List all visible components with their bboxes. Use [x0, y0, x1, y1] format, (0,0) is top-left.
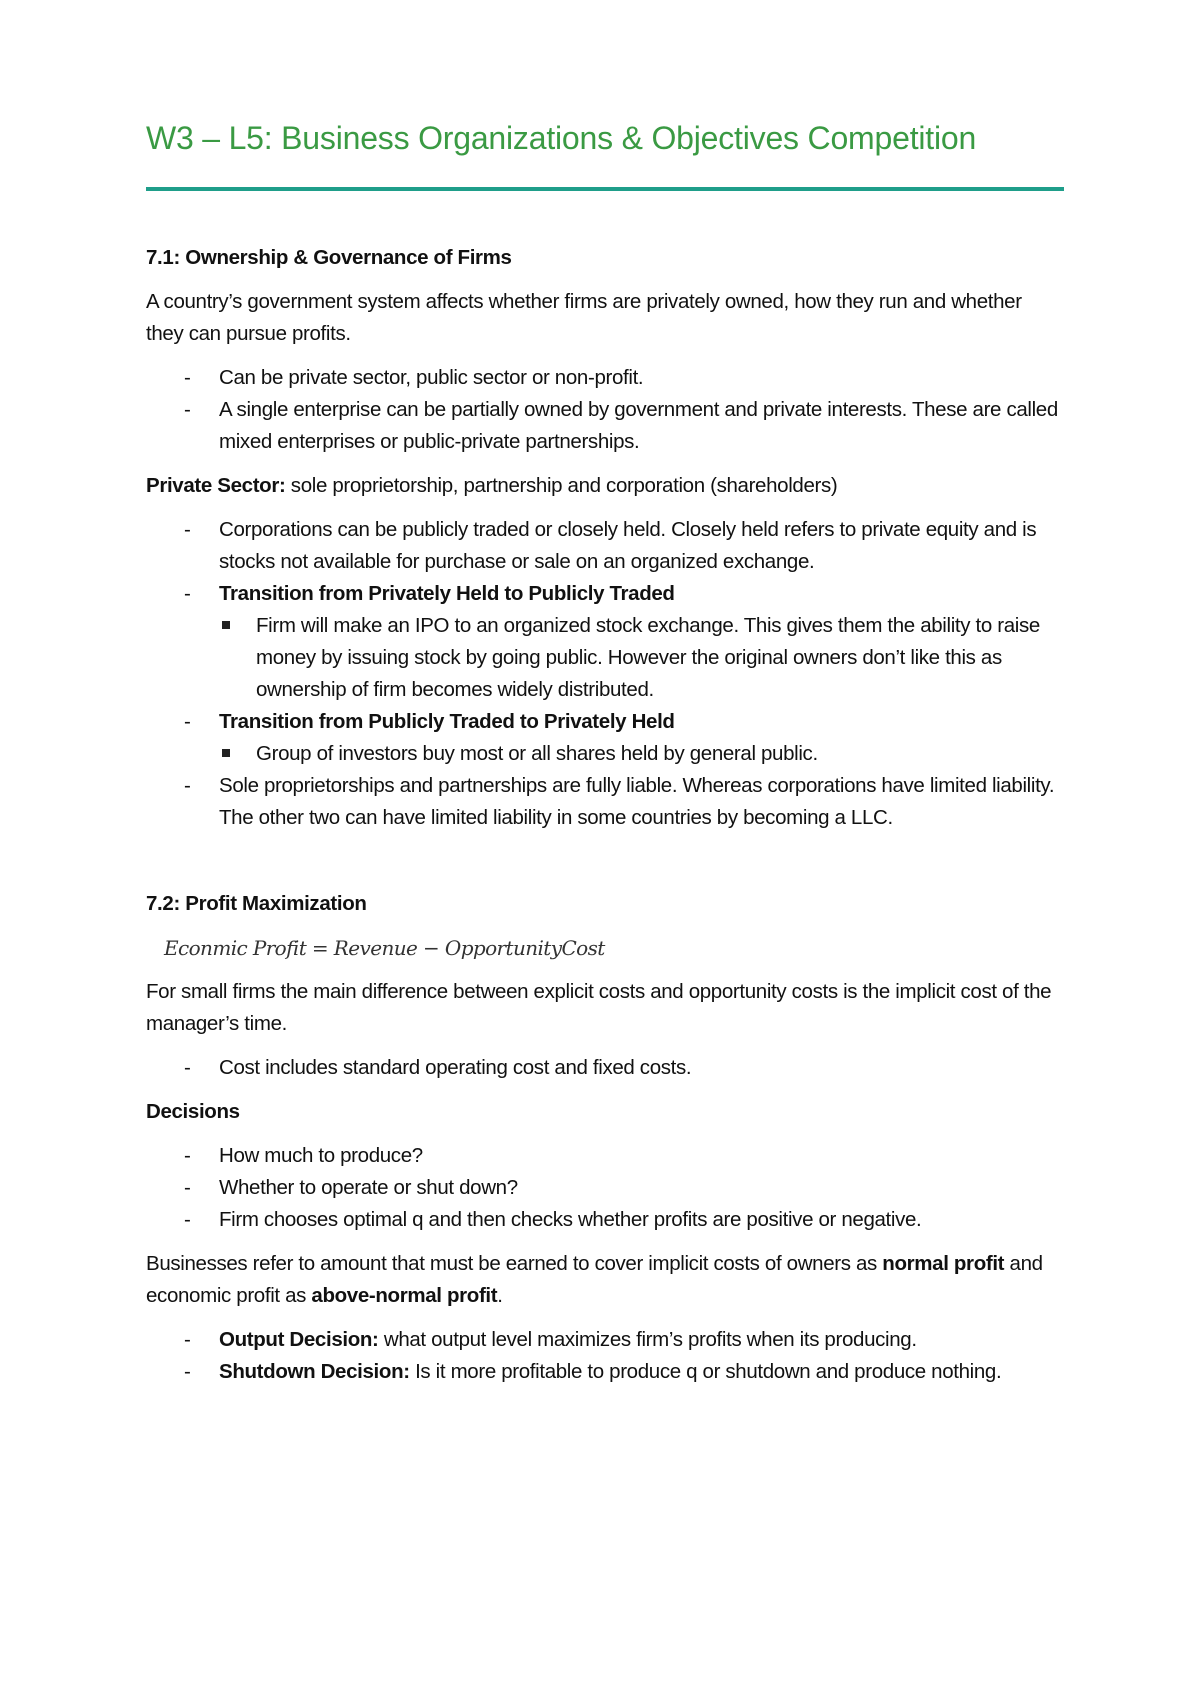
document-title: W3 – L5: Business Organizations & Objectives Competition — [146, 120, 977, 156]
section-7-2-paragraph: For small firms the main difference between explicit costs and opportunity costs is the implicit cost of the manager’s time. — [146, 980, 1052, 1035]
dash-marker: - — [184, 366, 191, 389]
private-sector-label: Private Sector: — [146, 474, 286, 497]
private-sector-paragraph — [146, 470, 1064, 502]
list-item: - Shutdown Decision: Is it more profitable to produce q or shutdown and produce nothing. — [146, 1356, 1064, 1388]
section-spacer — [146, 846, 1064, 888]
cost-list — [146, 1052, 1064, 1084]
list-item: - Cost includes standard operating cost and fixed costs. — [146, 1052, 1064, 1084]
list-item: - Can be private sector, public sector or non-profit. — [146, 362, 1064, 394]
dash-marker: - — [184, 774, 191, 797]
transition-heading: Transition from Privately Held to Publicly Traded — [219, 582, 675, 605]
sub-list — [219, 610, 1064, 706]
dash-marker: - — [184, 398, 191, 421]
shutdown-decision-label: Shutdown Decision: — [219, 1360, 410, 1383]
output-decision-label: Output Decision: — [219, 1328, 379, 1351]
dash-marker: - — [184, 1360, 191, 1383]
normal-profit-term: normal profit — [882, 1252, 1005, 1275]
list-item — [146, 706, 1064, 770]
dash-marker: - — [184, 1328, 191, 1351]
document-body — [146, 242, 1064, 1400]
square-bullet-icon — [222, 749, 230, 757]
list-item: - Output Decision: what output level maximizes firm’s profits when its producing. — [146, 1324, 1064, 1356]
list-item: - Sole proprietorships and partnerships are fully liable. Whereas corporations have limited liability. The other two can have limited liability in some countries by becoming a LLC. — [146, 770, 1064, 834]
normal-profit-paragraph: Businesses refer to amount that must be earned to cover implicit costs of owners as normal profit and economic profit as above-normal profit. — [146, 1252, 1043, 1307]
sub-list — [219, 738, 1064, 770]
private-sector-text: sole proprietorship, partnership and corporation (shareholders) — [285, 474, 838, 497]
list-item — [146, 578, 1064, 706]
above-normal-profit-term: above-normal profit — [311, 1284, 498, 1307]
decisions-heading: Decisions — [146, 1100, 240, 1123]
dash-marker: - — [184, 1176, 191, 1199]
section-heading-7-2: 7.2: Profit Maximization — [146, 892, 367, 915]
profit-formula: Econmic Profit = Revenue − OpportunityCost — [164, 936, 605, 960]
dash-marker: - — [184, 1144, 191, 1167]
list-item: - Whether to operate or shut down? — [146, 1172, 1064, 1204]
list-item: - How much to produce? — [146, 1140, 1064, 1172]
transition-heading: Transition from Publicly Traded to Privately Held — [219, 710, 675, 733]
section-heading-7-1: 7.1: Ownership & Governance of Firms — [146, 246, 512, 269]
list-item: - Firm chooses optimal q and then checks whether profits are positive or negative. — [146, 1204, 1064, 1236]
dash-marker: - — [184, 582, 191, 605]
decisions-list — [146, 1140, 1064, 1236]
list-item: - Corporations can be publicly traded or closely held. Closely held refers to private equity and is stocks not available for purchase or sale on an organized exchange. — [146, 514, 1064, 578]
dash-marker: - — [184, 518, 191, 541]
dash-marker: - — [184, 1208, 191, 1231]
private-sector-list — [146, 514, 1064, 834]
section-7-1-list — [146, 362, 1064, 458]
square-bullet-icon — [222, 621, 230, 629]
section-7-1-intro: A country’s government system affects whether firms are privately owned, how they run and whether they can pursue profits. — [146, 290, 1022, 345]
dash-marker: - — [184, 1056, 191, 1079]
title-underline-rule — [146, 187, 1064, 191]
dash-marker: - — [184, 710, 191, 733]
sub-list-item: Group of investors buy most or all shares held by general public. — [219, 738, 1064, 770]
list-item: - A single enterprise can be partially owned by government and private interests. These are called mixed enterprises or public-private partnerships. — [146, 394, 1064, 458]
decision-types-list — [146, 1324, 1064, 1388]
sub-list-item: Firm will make an IPO to an organized stock exchange. This gives them the ability to raise money by issuing stock by going public. However the original owners don’t like this as ownership of firm becomes widely distributed. — [219, 610, 1064, 706]
